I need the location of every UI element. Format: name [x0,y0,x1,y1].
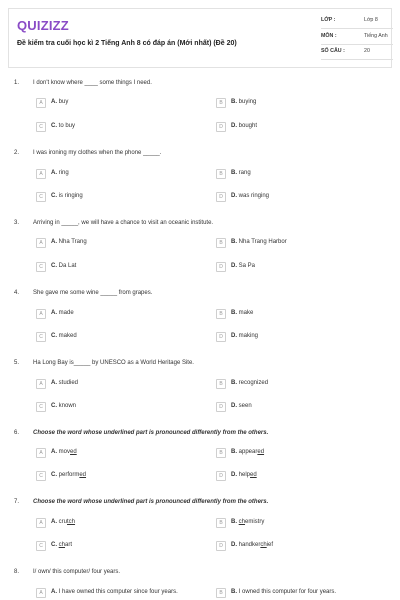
option-letter-box: B [216,588,226,598]
option-letter-box: C [36,332,46,342]
question-text: I/ own/ this computer/ four years. [33,569,121,575]
option-text: to buy [58,123,76,129]
document-title: Đề kiểm tra cuối học kì 2 Tiếng Anh 8 có đáp án (Mới nhất) (Đề 20) [17,40,237,47]
option-letter-box: D [216,471,226,481]
option-letter-box: A [36,309,46,319]
option-letter-box: A [36,518,46,528]
option-letter-box: C [36,192,46,202]
option-text: was ringing [238,193,270,199]
underlined-part: ch [260,542,267,548]
option-letter-box: B [216,309,226,319]
question-number: 1. [14,80,20,86]
option-letter-box: D [216,402,226,412]
underlined-part: ed [250,472,257,478]
option-text: rang [238,170,251,176]
option-letter-box: D [216,122,226,132]
question-text: I was ironing my clothes when the phone _____. [33,150,162,156]
meta-divider [321,28,393,29]
option-text: seen [238,403,252,409]
option-text: I owned this computer for four years. [238,589,337,595]
option-text: I have owned this computer since four years. [58,589,178,595]
option-text: studied [58,380,79,386]
meta-count-value: 20 [364,48,370,54]
meta-grade-value: Lớp 8 [364,17,378,23]
question-number: 5. [14,360,20,366]
question-number: 8. [14,569,20,575]
option-letter-box: B [216,518,226,528]
underlined-part: ed [70,449,77,455]
option-letter-box: C [36,541,46,551]
question-text: Choose the word whose underlined part is pronounced differently from the others. [33,430,269,436]
quizizz-logo: QUIZIZZ [17,18,69,33]
underlined-part: ed [79,472,87,478]
option-letter-box: A [36,588,46,598]
option-letter-box: D [216,541,226,551]
meta-subject-value: Tiếng Anh [364,33,388,39]
question-text: Choose the word whose underlined part is pronounced differently from the others. [33,499,269,505]
underlined-part: ch [58,542,66,548]
meta-grade-label: LỚP : [321,17,336,23]
option-text: known [58,403,77,409]
option-text: ring [58,170,69,176]
question-number: 2. [14,150,20,156]
option-letter-box: A [36,98,46,108]
option-letter-box: D [216,332,226,342]
option-text: Nha Trang [58,239,87,245]
option-text: Sa Pa [238,263,256,269]
question-text: Arriving in _____, we will have a chance to visit an oceanic institute. [33,220,214,226]
option-letter-box: B [216,169,226,179]
underlined-part: ed [257,449,265,455]
option-letter-box: C [36,262,46,272]
option-letter-box: D [216,262,226,272]
option-text: make [238,310,254,316]
question-text: Ha Long Bay is_____ by UNESCO as a World Heritage Site. [33,360,194,366]
underlined-part: ch [238,519,246,525]
option-letter-box: C [36,471,46,481]
option-text: is ringing [58,193,83,199]
question-number: 4. [14,290,20,296]
option-text: Da Lat [58,263,77,269]
option-letter-box: A [36,379,46,389]
option-text: maked [58,333,77,339]
meta-count-label: SỐ CÂU : [321,48,345,54]
question-number: 7. [14,499,20,505]
option-letter-box: B [216,98,226,108]
option-letter-box: B [216,238,226,248]
question-text: I don't know where ____ some things I need. [33,80,152,86]
worksheet-header [8,8,392,68]
option-letter-box: C [36,402,46,412]
option-text: making [238,333,259,339]
option-text: bought [238,123,258,129]
option-letter-box: A [36,448,46,458]
option-letter-box: B [216,379,226,389]
option-text: recognized [238,380,269,386]
meta-divider [321,59,393,60]
option-text: buy [58,99,69,105]
meta-subject-label: MÔN : [321,33,337,39]
option-letter-box: C [36,122,46,132]
meta-divider [321,44,393,45]
question-number: 3. [14,220,20,226]
option-letter-box: A [36,169,46,179]
question-number: 6. [14,430,20,436]
option-text: buying [238,99,257,105]
option-letter-box: A [36,238,46,248]
option-text: Nha Trang Harbor [238,239,287,245]
question-text: She gave me some wine _____ from grapes. [33,290,153,296]
option-letter-box: D [216,192,226,202]
option-letter-box: B [216,448,226,458]
option-text: made [58,310,74,316]
underlined-part: tch [67,519,76,525]
